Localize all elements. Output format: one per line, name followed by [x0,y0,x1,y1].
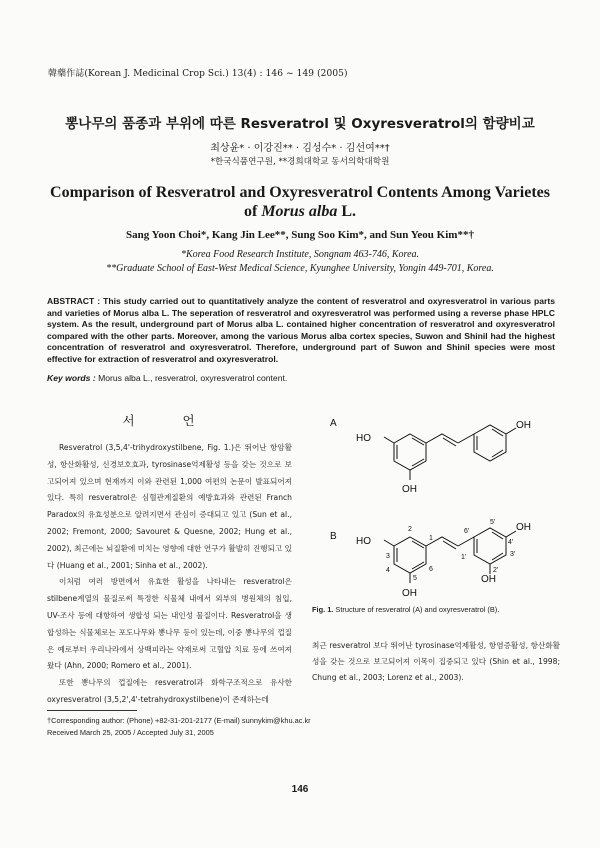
figure-label-a: A [330,418,337,429]
authors-english: Sang Yoon Choi*, Kang Jin Lee**, Sung Soo Kim*, and Sun Yeou Kim**† [126,229,474,241]
hydroxyl-label: OH [516,420,531,431]
atom-number: 5 [413,575,417,582]
structure-figure [330,412,560,602]
affiliations-korean: *한국식품연구원, **경희대학교 동서의학대학원 [210,157,390,167]
paragraph: Resveratrol (3,5,4'-trihydroxystilbene, Fig. 1.)은 뛰어난 항암활성, 항산화활성, 신경보호효과, tyrosinase억제활성 등을 갖는 것으로 보고되어져 있으며 현재까지 이와 관련된 1,000 여편의 논문이 발표되어져 있다. 특히 resveratrol은 심혈관계질환의 예방효과와 관련된 Franch Paradox의 유효성분으로 알려지면서 관심이 증대되고 있고 (Sun et al., 2002; Fremont, 2000; Savouret & Quesne, 2002; Hung et al., 2002), 최근에는 뇌질환에 미치는 영향에 대한 연구가 활발히 진행되고 있다 (Huang et al., 2001; Sinha et al., 2002). [47,443,292,570]
atom-number: 4' [508,539,514,546]
keywords-label: Key words : [47,373,96,383]
hydroxyl-label: OH [402,588,417,599]
footnote-corresponding: †Corresponding author: (Phone) +82-31-201-2177 (E-mail) sunnykim@khu.ac.kr [47,716,311,725]
keywords [47,373,555,383]
page-number: 146 [291,784,309,795]
affiliation-english-1: *Korea Food Research Institute, Songnam 463-746, Korea. [180,249,420,260]
affiliation-english-2: **Graduate School of East-West Medical Science, Kyunghee University, Yongin 449-701, Korea. [106,263,494,274]
keywords-text: Morus alba L., resveratrol, oxyresveratrol content. [95,373,288,383]
title-english-line1: Comparison of Resveratrol and Oxyresveratrol Contents Among Varietes [50,184,550,201]
atom-number: 6 [429,566,433,573]
atom-number: 1 [429,535,433,542]
ring-a-left [394,434,426,470]
right-column: 최근 resveratrol 보다 뛰어난 tyrosinase억제활성, 항염증활성, 항산화활성을 갖는 것으로 보고되어져 이목이 집중되고 있다 (Shin et al., 1998; Chung et al., 2003; Lorenz et al., 2003). [312,641,560,682]
ring-a-right [474,425,506,461]
title-english [40,183,560,221]
ring-b-right [474,528,506,564]
figure-caption [312,605,562,614]
left-column [47,440,292,709]
section-heading: 서 언 [122,413,217,428]
atom-number: 2 [408,526,412,533]
atom-number: 4 [386,567,390,574]
footnote-received: Received March 25, 2005 / Accepted July 31, 2005 [47,728,214,737]
atom-number: 6' [464,528,470,535]
atom-number: 3' [510,551,516,558]
journal-header: 韓藥作誌(Korean J. Medicinal Crop Sci.) 13(4) : 146 ~ 149 (2005) [48,69,348,79]
figure-label-b: B [330,531,337,542]
hydroxyl-label: HO [356,433,371,444]
abstract [47,296,555,366]
hydroxyl-label: OH [516,522,531,533]
paragraph: 이처럼 여러 방면에서 유효한 활성을 나타내는 resveratrol은 stilbene계열의 물질로써 특정한 식물체 내에서 외부의 병원체의 침입, UV-조사 등에 대항하여 생합성 되는 내인성 물질이다. Resveratrol을 생합성하는 식물체로는 포도나무와 뽕나무 등이 있는데, 이중 뽕나무의 껍질은 예로부터 우리나라에서 상백피라는 약재로써 고혈압 치료 등에 쓰여져 왔다 (Ahn, 2000; Romero et al., 2001). [47,577,292,671]
authors-korean: 최상윤* · 이강진** · 김성수* · 김선여**† [210,143,390,154]
atom-number: 2' [493,567,499,574]
hydroxyl-label: HO [356,536,371,547]
atom-number: 1' [461,554,467,561]
abstract-label: ABSTRACT : [47,296,101,306]
paragraph: 또한 뽕나무의 껍질에는 resveratrol과 화학구조적으로 유사한 oxyresveratrol (3,5,2',4'-tetrahydroxystilbene)이 존재하는데 [47,678,292,704]
species-name: Morus alba [261,203,338,220]
atom-number: 5' [490,519,496,526]
title-korean: 뽕나무의 품종과 부위에 따른 Resveratrol 및 Oxyresveratrol의 함량비교 [65,116,535,132]
footnote-rule [47,710,137,711]
vinyl-bridge-a [426,434,458,443]
atom-number: 3 [386,553,390,560]
ring-b-left [394,537,426,573]
figure-caption-text: Structure of resveratrol (A) and oxyresveratrol (B). [333,605,500,614]
figure-caption-label: Fig. 1. [312,605,334,614]
hydroxyl-label: OH [402,484,417,495]
title-english-line2: of Morus alba L. [243,203,357,220]
abstract-text: This study carried out to quantitatively analyze the content of resveratrol and oxyresveratrol in various parts and varieties of Morus alba L. The seperation of resveratrol and oxyresveratrol was performed using a reverse phase HPLC system. As the result, underground part of Morus alba L. contained higher concentration of resveratrol and oxyresveratrol compared with the other parts. Moreover, among the various Morus alba cortex species, Suwon and Shinil had the highest concentration of resveratrol and oxyresveratrol. Therefore, underground part of Suwon and Shinil species were most effective for extraction of resveratrol and oxyresveratrol. [47,296,555,364]
hydroxyl-label: OH [481,574,496,585]
